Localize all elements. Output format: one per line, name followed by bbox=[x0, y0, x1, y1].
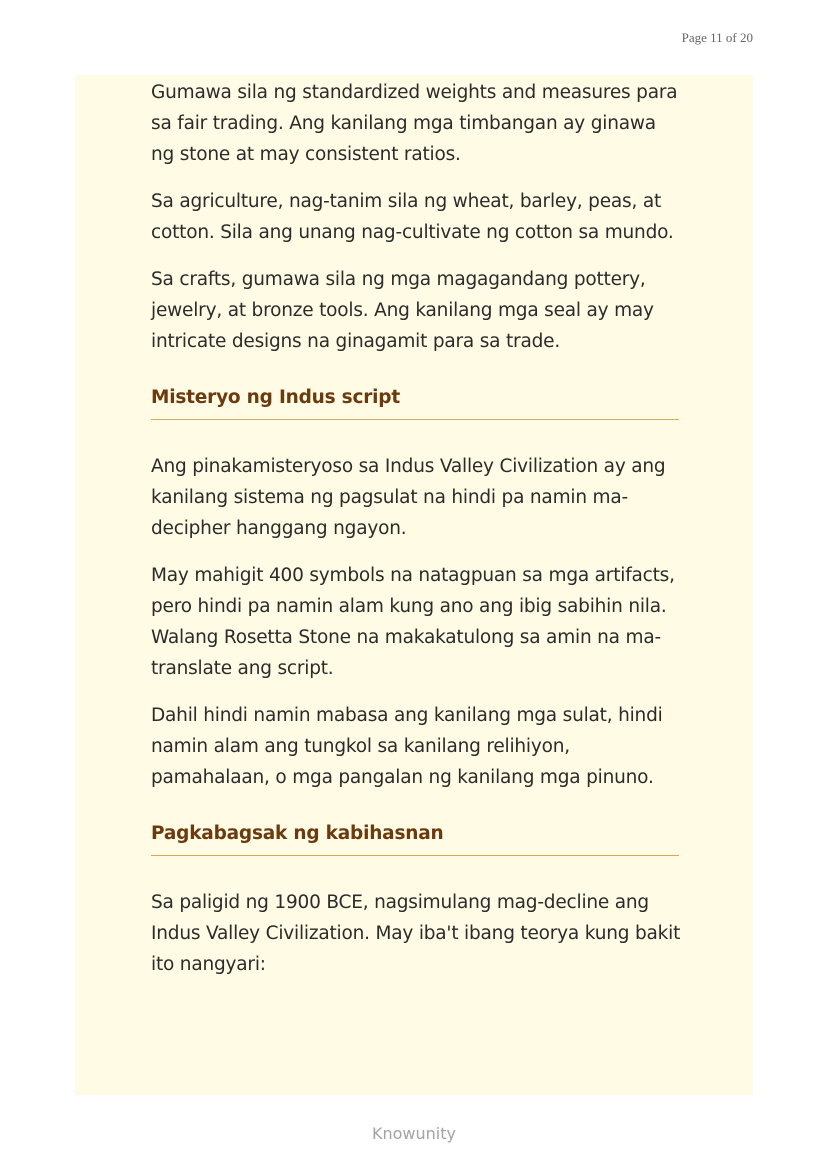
section-heading-indus-script: Misteryo ng Indus script bbox=[151, 387, 679, 420]
section-heading-decline: Pagkabagsak ng kabihasnan bbox=[151, 823, 679, 856]
footer-brand: Knowunity bbox=[372, 1124, 456, 1143]
paragraph: May mahigit 400 symbols na natagpuan sa mga artifacts, pero hindi pa namin alam kung ano ang ibig sabihin nila. Walang Rosetta Stone na makakatulong sa amin na ma-translate ang script. bbox=[151, 565, 675, 679]
page-number: Page 11 of 20 bbox=[681, 30, 753, 45]
paragraph: Sa crafts, gumawa sila ng mga magagandang pottery, jewelry, at bronze tools. Ang kanilang mga seal ay may intricate designs na ginagamit para sa trade. bbox=[151, 269, 654, 352]
paragraph: Gumawa sila ng standardized weights and measures para sa fair trading. Ang kanilang mga timbangan ay ginawa ng stone at may consistent ratios. bbox=[151, 82, 678, 165]
paragraph: Dahil hindi namin mabasa ang kanilang mga sulat, hindi namin alam ang tungkol sa kanilang relihiyon, pamahalaan, o mga pangalan ng kanilang mga pinuno. bbox=[151, 705, 663, 788]
content-panel bbox=[75, 75, 753, 1095]
content-body bbox=[151, 77, 681, 996]
paragraph: Ang pinakamisteryoso sa Indus Valley Civilization ay ang kanilang sistema ng pagsulat na hindi pa namin ma-decipher hanggang ngayon. bbox=[151, 456, 666, 539]
paragraph: Sa agriculture, nag-tanim sila ng wheat, barley, peas, at cotton. Sila ang unang nag-cultivate ng cotton sa mundo. bbox=[151, 191, 674, 243]
paragraph: Sa paligid ng 1900 BCE, nagsimulang mag-decline ang Indus Valley Civilization. May iba't ibang teorya kung bakit ito nangyari: bbox=[151, 892, 681, 975]
